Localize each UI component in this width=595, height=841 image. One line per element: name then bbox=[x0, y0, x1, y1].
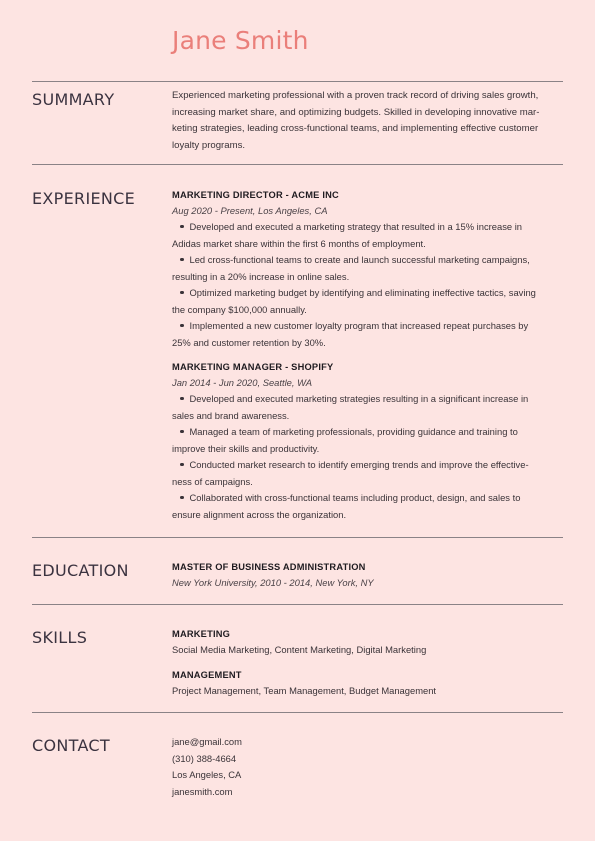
divider bbox=[32, 604, 563, 605]
summary-text: Experienced marketing professional with a proven track record of driving sales growth, increasing market share, and optimizing budgets. Skilled in developing innovative mar-keting strategies, leading cross-functional teams, and implementing effective customer loyalty programs. bbox=[172, 90, 540, 151]
job-bullets bbox=[172, 219, 564, 351]
education-meta: New York University, 2010 - 2014, New York, NY bbox=[172, 577, 374, 588]
skill-group-name: MARKETING bbox=[172, 629, 231, 639]
divider bbox=[32, 712, 563, 713]
list-item: Conducted market research to identify emerging trends and improve the effective- ness of campaigns. bbox=[172, 459, 529, 487]
job-entry bbox=[172, 187, 564, 351]
list-item: Developed and executed marketing strategies resulting in a significant increase in sales and brand awareness. bbox=[172, 393, 529, 421]
job-title: MARKETING DIRECTOR - ACME INC bbox=[172, 190, 339, 200]
job-title: MARKETING MANAGER - SHOPIFY bbox=[172, 362, 334, 372]
bullet-icon bbox=[180, 324, 184, 328]
bullet-icon bbox=[180, 397, 184, 401]
divider bbox=[32, 537, 563, 538]
bullet-icon bbox=[180, 258, 184, 262]
degree-title: MASTER OF BUSINESS ADMINISTRATION bbox=[172, 562, 366, 572]
bullet-icon bbox=[180, 496, 184, 500]
skill-group-items: Social Media Marketing, Content Marketing, Digital Marketing bbox=[172, 644, 427, 655]
list-item: Collaborated with cross-functional teams including product, design, and sales to ensure alignment across the organization. bbox=[172, 492, 521, 520]
list-item: Optimized marketing budget by identifying and eliminating ineffective tactics, saving the company $100,000 annually. bbox=[172, 287, 536, 315]
list-item: Managed a team of marketing professionals, providing guidance and training to improve their skills and productivity. bbox=[172, 426, 518, 454]
contact-location: Los Angeles, CA bbox=[172, 769, 242, 780]
bullet-icon bbox=[180, 225, 184, 229]
job-meta: Jan 2014 - Jun 2020, Seattle, WA bbox=[172, 377, 313, 388]
job-entry bbox=[172, 359, 564, 523]
list-item: Led cross-functional teams to create and launch successful marketing campaigns, resulting in a 20% increase in online sales. bbox=[172, 254, 530, 282]
contact-email: jane@gmail.com bbox=[172, 736, 242, 747]
job-bullets bbox=[172, 391, 564, 523]
bullet-icon bbox=[180, 463, 184, 467]
bullet-icon bbox=[180, 430, 184, 434]
skills-heading: SKILLS bbox=[32, 628, 88, 647]
divider bbox=[32, 164, 563, 165]
list-item: Developed and executed a marketing strategy that resulted in a 15% increase in Adidas market share within the first 6 months of employment. bbox=[172, 221, 522, 249]
summary-heading: SUMMARY bbox=[32, 90, 115, 109]
education-heading: EDUCATION bbox=[32, 561, 129, 580]
bullet-icon bbox=[180, 291, 184, 295]
skill-group-name: MANAGEMENT bbox=[172, 669, 242, 680]
contact-phone: (310) 388-4664 bbox=[172, 752, 237, 764]
contact-heading: CONTACT bbox=[32, 736, 110, 755]
skill-group-items: Project Management, Team Management, Budget Management bbox=[172, 684, 437, 696]
candidate-name: Jane Smith bbox=[172, 26, 309, 55]
experience-heading: EXPERIENCE bbox=[32, 189, 136, 208]
divider bbox=[32, 81, 563, 82]
list-item: Implemented a new customer loyalty program that increased repeat purchases by 25% and customer retention by 30%. bbox=[172, 320, 529, 348]
contact-website: janesmith.com bbox=[172, 785, 233, 797]
job-meta: Aug 2020 - Present, Los Angeles, CA bbox=[172, 205, 328, 216]
